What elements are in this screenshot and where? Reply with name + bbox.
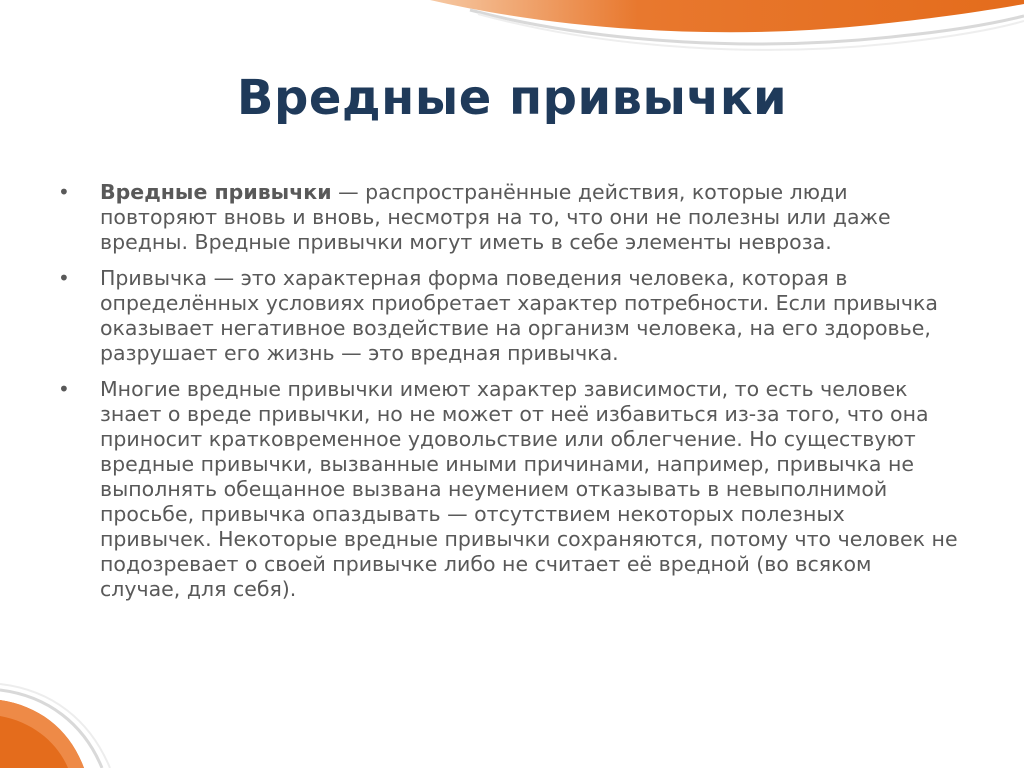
bullet-item [58,266,958,366]
bullet-term: Вредные привычки [100,180,332,204]
bullet-text: Многие вредные привычки имеют характер зависимости, то есть человек знает о вреде привычки, но не может от неё избавиться из-за того, что она приносит кратковременное удовольствие или облегчение. Но существуют вредные привычки, вызванные иными причинами, например, привычка не выполнять обещанное вызвана неумением отказывать в невыполнимой просьбе, привычка опаздывать — отсутствием некоторых полезных привычек. Некоторые вредные привычки сохраняются, потому что человек не подозревает о своей привычке либо не считает её вредной (во всяком случае, для себя). [100,377,958,601]
bullet-item [58,180,958,255]
bullet-dot-icon: • [58,377,70,401]
bullet-text: Привычка — это характерная форма поведения человека, которая в определённых условиях приобретает характер потребности. Если привычка оказывает негативное воздействие на организм человека, на его здоровье, разрушает его жизнь — это вредная привычка. [100,266,938,365]
bullet-dot-icon: • [58,180,70,204]
bullet-list [58,180,958,613]
bullet-dot-icon: • [58,266,70,290]
bullet-text: — распространённые действия, которые люди повторяют вновь и вновь, несмотря на то, что они не полезны или даже вредны. Вредные привычки могут иметь в себе элементы невроза. [100,180,891,254]
bullet-item [58,377,958,602]
slide-title: Вредные привычки [236,70,788,126]
